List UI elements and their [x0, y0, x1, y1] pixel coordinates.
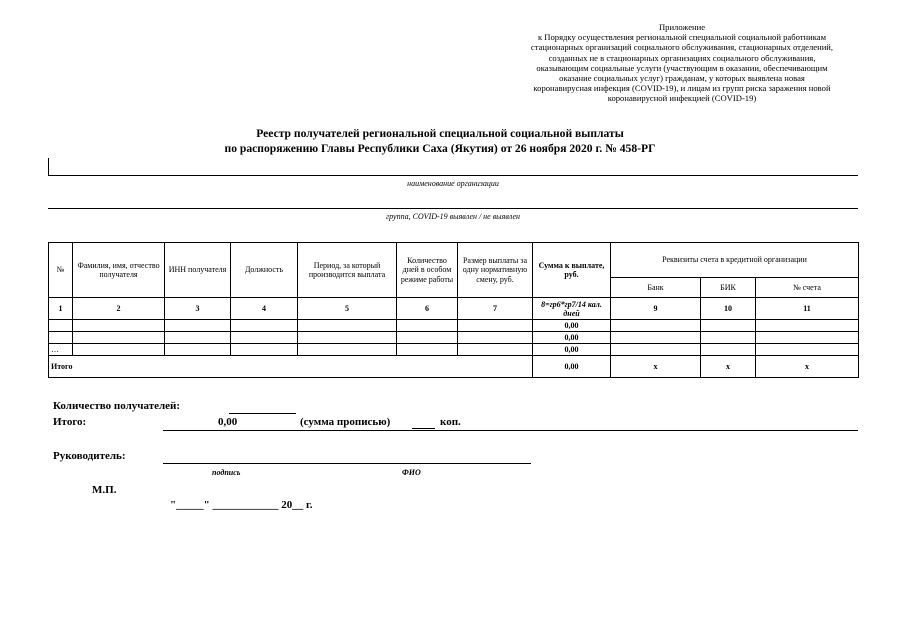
row-sum: 0,00	[533, 332, 611, 344]
row-position-cell[interactable]	[231, 344, 298, 356]
appendix-line: созданных не в стационарных организациях социального обслуживания,	[548, 52, 816, 63]
appendix-line: оказывающим социальные услуги (участвующим в оказании, обеспечивающим	[536, 62, 828, 73]
header-inn: ИНН получателя	[165, 243, 231, 298]
header-period: Период, за который производится выплата	[298, 243, 397, 298]
row-period-cell[interactable]	[298, 320, 397, 332]
table-row	[49, 344, 859, 356]
stamp-label: М.П.	[92, 484, 117, 496]
appendix-line: коронавирусная инфекция (COVID-19), и лицам из групп риска заражения новой	[533, 83, 831, 94]
colnum-9: 9	[611, 298, 701, 320]
title-line-2: по распоряжению Главы Республики Саха (Якутия) от 26 ноября 2020 г. № 458-РГ	[224, 142, 656, 155]
row-rate-cell[interactable]	[458, 332, 533, 344]
header-bank: Банк	[611, 278, 701, 298]
org-field-left-border	[48, 158, 49, 175]
row-bank-cell[interactable]	[611, 332, 701, 344]
row-fio-cell[interactable]	[73, 332, 165, 344]
row-num	[49, 320, 73, 332]
colnum-3: 3	[165, 298, 231, 320]
title-line-1: Реестр получателей региональной специальной социальной выплаты	[256, 127, 624, 140]
group-caption: группа, COVID-19 выявлен / не выявлен	[386, 212, 520, 221]
header-num: №	[49, 243, 73, 298]
registry-table	[48, 242, 859, 378]
row-bank-cell[interactable]	[611, 344, 701, 356]
colnum-4: 4	[231, 298, 298, 320]
date-field[interactable]: "_____" ____________ 20__ г.	[170, 499, 313, 511]
row-bank-cell[interactable]	[611, 320, 701, 332]
colnum-1: 1	[49, 298, 73, 320]
colnum-7: 7	[458, 298, 533, 320]
sum-in-words-label: (сумма прописью)	[300, 416, 391, 428]
row-bik-cell[interactable]	[701, 332, 756, 344]
table-row	[49, 332, 859, 344]
appendix-line: оказание социальных услуг) гражданам, у которых выявлена новая	[559, 73, 805, 84]
colnum-6: 6	[397, 298, 458, 320]
table-row	[49, 320, 859, 332]
total-bank: х	[611, 356, 701, 378]
recipients-label: Количество получателей:	[53, 400, 181, 412]
header-position: Должность	[231, 243, 298, 298]
total-bik: х	[701, 356, 756, 378]
row-bik-cell[interactable]	[701, 320, 756, 332]
row-days-cell[interactable]	[397, 320, 458, 332]
row-position-cell[interactable]	[231, 320, 298, 332]
total-footer-line	[163, 430, 858, 431]
row-inn-cell[interactable]	[165, 320, 231, 332]
row-sum: 0,00	[533, 344, 611, 356]
appendix-line: Приложение	[658, 22, 706, 32]
signature-line[interactable]	[163, 463, 531, 464]
colnum-8-formula: 8=гр6*гр7/14 кал. дней	[533, 298, 611, 320]
appendix-line: стационарных организаций социального обслуживания, стационарных отделений,	[530, 42, 834, 53]
header-requisites: Реквизиты счета в кредитной организации	[611, 243, 859, 278]
recipients-count-line[interactable]	[229, 413, 296, 414]
row-num: …	[49, 344, 73, 356]
colnum-2: 2	[73, 298, 165, 320]
appendix-line: коронавирусной инфекцией (COVID-19)	[607, 93, 757, 104]
row-account-cell[interactable]	[756, 332, 859, 344]
header-rate: Размер выплаты за одну нормативную смену, руб.	[458, 243, 533, 298]
row-inn-cell[interactable]	[165, 344, 231, 356]
head-label: Руководитель:	[53, 450, 126, 462]
row-inn-cell[interactable]	[165, 332, 231, 344]
colnum-10: 10	[701, 298, 756, 320]
header-sum: Сумма к выплате, руб.	[533, 243, 611, 298]
kop-blank-line[interactable]	[412, 428, 435, 429]
sign-caption: подпись	[212, 468, 241, 477]
row-sum: 0,00	[533, 320, 611, 332]
row-period-cell[interactable]	[298, 332, 397, 344]
row-fio-cell[interactable]	[73, 320, 165, 332]
row-rate-cell[interactable]	[458, 344, 533, 356]
fio-caption: ФИО	[402, 468, 421, 477]
row-days-cell[interactable]	[397, 332, 458, 344]
header-days: Количество дней в особом режиме работы	[397, 243, 458, 298]
org-caption: наименование организации	[407, 179, 499, 188]
header-bik: БИК	[701, 278, 756, 298]
row-account-cell[interactable]	[756, 320, 859, 332]
row-account-cell[interactable]	[756, 344, 859, 356]
appendix-block	[502, 22, 862, 104]
row-rate-cell[interactable]	[458, 320, 533, 332]
row-num	[49, 332, 73, 344]
group-line[interactable]	[48, 208, 858, 209]
total-label: Итого	[49, 356, 533, 378]
row-period-cell[interactable]	[298, 344, 397, 356]
total-footer-value: 0,00	[218, 416, 238, 428]
total-row	[49, 356, 859, 378]
colnum-5: 5	[298, 298, 397, 320]
row-bik-cell[interactable]	[701, 344, 756, 356]
total-sum: 0,00	[533, 356, 611, 378]
colnum-11: 11	[756, 298, 859, 320]
org-name-line[interactable]	[48, 175, 858, 176]
kop-label: коп.	[440, 416, 461, 428]
total-account: х	[756, 356, 859, 378]
document-title	[120, 126, 760, 156]
header-account: № счета	[756, 278, 859, 298]
appendix-line: к Порядку осуществления региональной специальной социальной работникам	[537, 32, 827, 43]
row-fio-cell[interactable]	[73, 344, 165, 356]
row-days-cell[interactable]	[397, 344, 458, 356]
row-position-cell[interactable]	[231, 332, 298, 344]
total-footer-label: Итого:	[53, 416, 87, 428]
header-fio: Фамилия, имя, отчество получателя	[73, 243, 165, 298]
